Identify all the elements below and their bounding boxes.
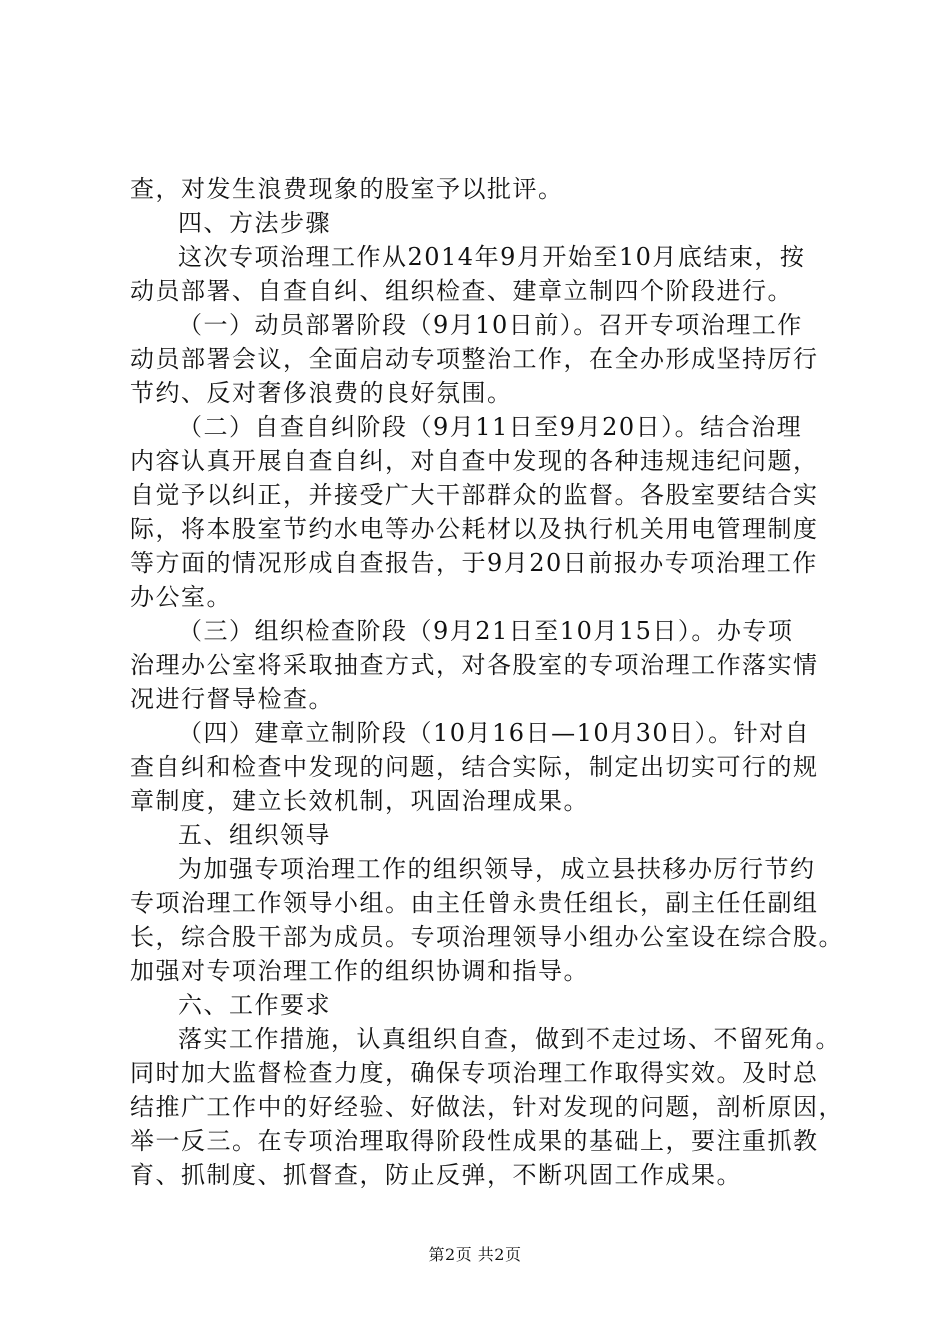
- body-line: 办公室。: [130, 583, 232, 611]
- body-line: 同时加大监督检查力度，确保专项治理工作取得实效。及时总: [130, 1059, 819, 1087]
- body-line: 查自纠和检查中发现的问题，结合实际，制定出切实可行的规: [130, 753, 819, 781]
- body-line: 这次专项治理工作从2014年9月开始至10月底结束，按: [178, 243, 806, 271]
- page-number-footer: 第2页 共2页: [428, 1245, 522, 1264]
- body-line: 况进行督导检查。: [130, 685, 334, 713]
- body-line: 内容认真开展自查自纠，对自查中发现的各种违规违纪问题，: [130, 447, 819, 475]
- body-line: 查，对发生浪费现象的股室予以批评。: [130, 175, 564, 203]
- body-line: 动员部署、自查自纠、组织检查、建章立制四个阶段进行。: [130, 277, 793, 305]
- body-line: （二）自查自纠阶段（9月11日至9月20日）。结合治理: [178, 413, 803, 441]
- body-line: （三）组织检查阶段（9月21日至10月15日）。办专项: [178, 617, 794, 645]
- body-line: 为加强专项治理工作的组织领导，成立县扶移办厉行节约: [178, 855, 816, 883]
- section-heading: 五、组织领导: [178, 821, 331, 849]
- body-line: 际，将本股室节约水电等办公耗材以及执行机关用电管理制度: [130, 515, 819, 543]
- body-line: 节约、反对奢侈浪费的良好氛围。: [130, 379, 513, 407]
- body-line: 长，综合股干部为成员。专项治理领导小组办公室设在综合股。: [130, 923, 844, 951]
- body-line: 结推广工作中的好经验、好做法，针对发现的问题，剖析原因，: [130, 1093, 844, 1121]
- body-line: 加强对专项治理工作的组织协调和指导。: [130, 957, 589, 985]
- body-line: 等方面的情况形成自查报告，于9月20日前报办专项治理工作: [130, 549, 818, 577]
- section-heading: 六、工作要求: [178, 991, 331, 1019]
- body-line: 动员部署会议，全面启动专项整治工作，在全办形成坚持厉行: [130, 345, 819, 373]
- body-line: 章制度，建立长效机制，巩固治理成果。: [130, 787, 589, 815]
- body-line: （一）动员部署阶段（9月10日前）。召开专项治理工作: [178, 311, 803, 339]
- body-line: 治理办公室将采取抽查方式，对各股室的专项治理工作落实情: [130, 651, 819, 679]
- body-line: 育、抓制度、抓督查，防止反弹，不断巩固工作成果。: [130, 1161, 742, 1189]
- section-heading: 四、方法步骤: [178, 209, 331, 237]
- body-line: 举一反三。在专项治理取得阶段性成果的基础上，要注重抓教: [130, 1127, 819, 1155]
- body-line: （四）建章立制阶段（10月16日—10月30日）。针对自: [178, 719, 811, 747]
- body-line: 专项治理工作领导小组。由主任曾永贵任组长，副主任任副组: [130, 889, 819, 917]
- body-line: 自觉予以纠正，并接受广大干部群众的监督。各股室要结合实: [130, 481, 819, 509]
- body-line: 落实工作措施，认真组织自查，做到不走过场、不留死角。: [178, 1025, 841, 1053]
